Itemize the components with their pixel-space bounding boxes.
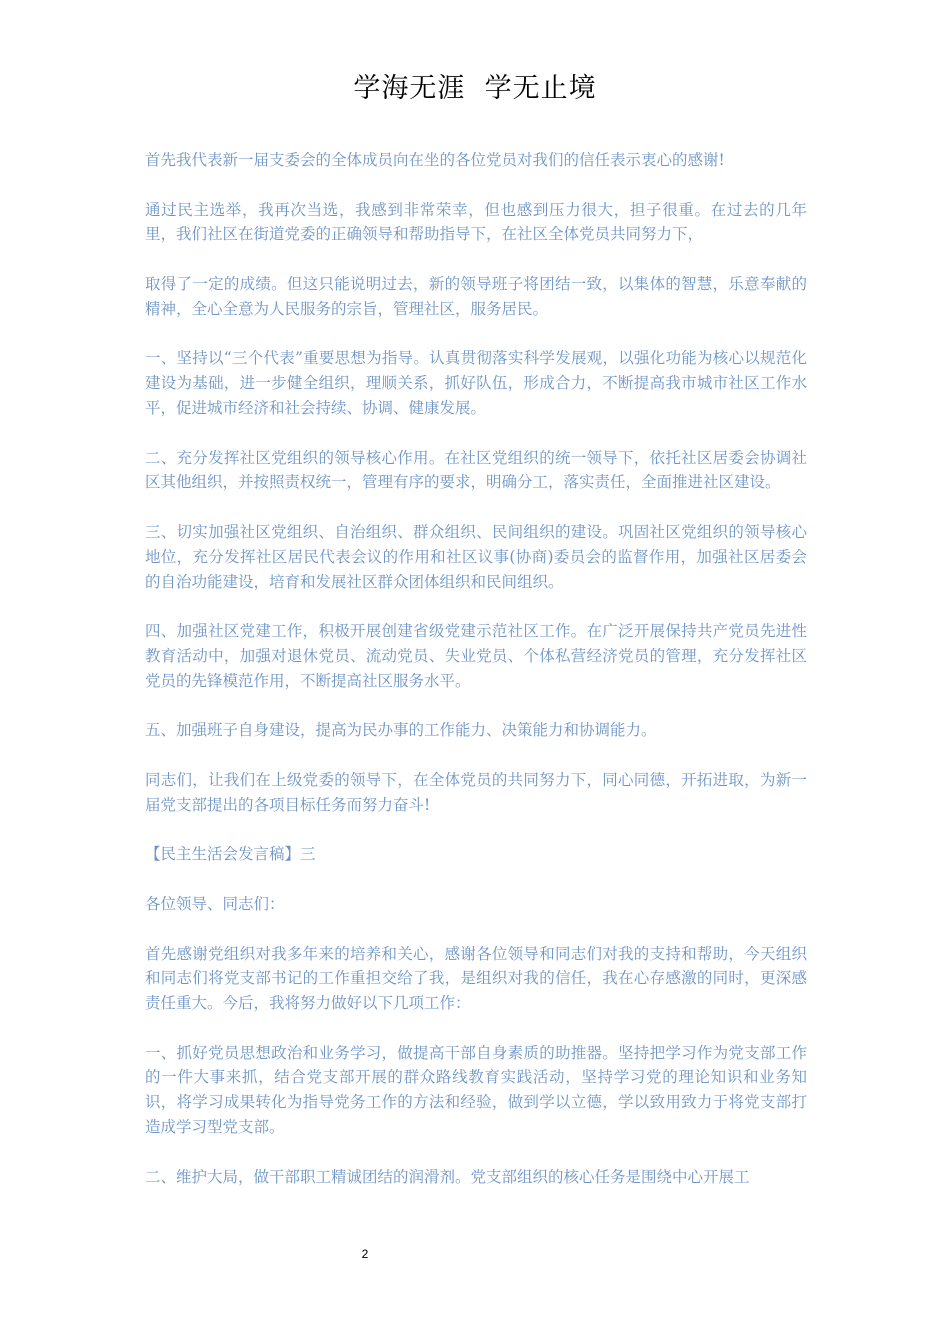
salutation: 各位领导、同志们： — [145, 894, 285, 913]
paragraph: 首先我代表新一届支委会的全体成员向在坐的各位党员对我们的信任表示衷心的感谢! — [145, 151, 725, 169]
paragraph: 通过民主选举，我再次当选，我感到非常荣幸，但也感到压力很大，担子很重。在过去的几年里，我们社区在街道党委的正确领导和帮助指导下，在社区全体党员共同努力下， — [145, 200, 807, 244]
paragraph: 同志们，让我们在上级党委的领导下，在全体党员的共同努力下，同心同德，开拓进取，为新一届党支部提出的各项目标任务而努力奋斗! — [145, 770, 807, 814]
paragraph: 首先感谢党组织对我多年来的培养和关心，感谢各位领导和同志们对我的支持和帮助，今天组织和同志们将党支部书记的工作重担交给了我，是组织对我的信任，我在心存感激的同时，更深感责任重大。今后，我将努力做好以下几项工作： — [145, 944, 807, 1013]
paragraph: 三、切实加强社区党组织、自治组织、群众组织、民间组织的建设。巩固社区党组织的领导核心地位，充分发挥社区居民代表会议的作用和社区议事(协商)委员会的监督作用，加强社区居委会的自治功能建设，培育和发展社区群众团体组织和民间组织。 — [145, 522, 807, 591]
paragraph: 二、维护大局，做干部职工精诚团结的润滑剂。党支部组织的核心任务是围绕中心开展工 — [145, 1167, 750, 1186]
page-number: 2 — [361, 1247, 369, 1261]
paragraph: 五、加强班子自身建设，提高为民办事的工作能力、决策能力和协调能力。 — [145, 721, 657, 740]
paragraph: 取得了一定的成绩。但这只能说明过去，新的领导班子将团结一致，以集体的智慧，乐意奉献的精神，全心全意为人民服务的宗旨，管理社区，服务居民。 — [145, 274, 807, 318]
document-body — [145, 148, 807, 1214]
section-heading: 【民主生活会发言稿】三 — [145, 845, 316, 864]
paragraph: 二、充分发挥社区党组织的领导核心作用。在社区党组织的统一领导下，依托社区居委会协调社区其他组织，并按照责权统一，管理有序的要求，明确分工，落实责任，全面推进社区建设。 — [145, 448, 807, 492]
paragraph: 一、坚持以“三个代表”重要思想为指导。认真贯彻落实科学发展观，以强化功能为核心以规范化建设为基础，进一步健全组织，理顺关系，抓好队伍，形成合力，不断提高我市城市社区工作水平，促进城市经济和社会持续、协调、健康发展。 — [145, 349, 807, 417]
paragraph: 四、加强社区党建工作，积极开展创建省级党建示范社区工作。在广泛开展保持共产党员先进性教育活动中，加强对退休党员、流动党员、失业党员、个体私营经济党员的管理，充分发挥社区党员的先锋模范作用，不断提高社区服务水平。 — [145, 622, 807, 690]
paragraph: 一、抓好党员思想政治和业务学习，做提高干部自身素质的助推器。坚持把学习作为党支部工作的一件大事来抓，结合党支部开展的群众路线教育实践活动，坚持学习党的理论知识和业务知识，将学习成果转化为指导党务工作的方法和经验，做到学以立德，学以致用致力于将党支部打造成学习型党支部。 — [145, 1043, 807, 1137]
page-header-title: 学海无涯 学无止境 — [353, 73, 597, 104]
